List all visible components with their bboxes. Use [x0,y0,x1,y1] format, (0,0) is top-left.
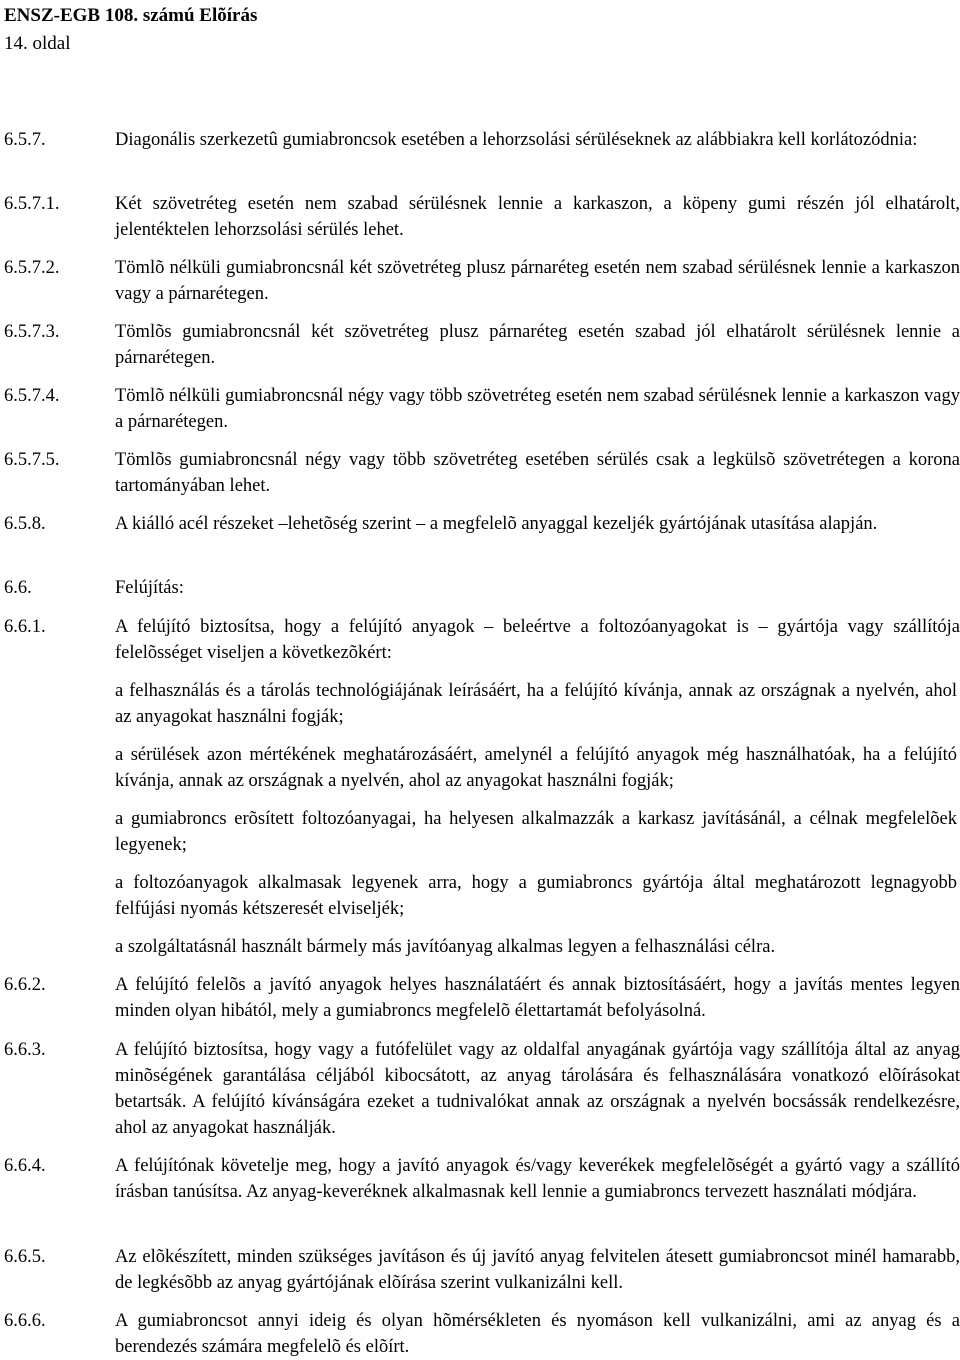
section-number: 6.6.5. [4,1247,46,1267]
section-text: Az elõkészített, minden szükséges javításon és új javító anyag felvitelen átesett gumiabroncsot minél hamarabb, de legkésõbb az anyag gyártójának elõírása szerint vulkanizálni kell. [115,1247,960,1293]
section-text: Tömlõ nélküli gumiabroncsnál négy vagy több szövetréteg esetén nem szabad sérülésnek lennie a karkaszon vagy a párnarétegen. [115,386,960,432]
section-text: A felújító biztosítsa, hogy a felújító anyagok – beleértve a foltozóanyagokat is – gyártója vagy szállítója felelõsséget viseljen a következõkért: [115,617,960,663]
section-text: Diagonális szerkezetû gumiabroncsok esetében a lehorzsolási sérüléseknek az alábbiakra kell korlátozódnia: [115,130,918,150]
section-number: 6.5.7.5. [4,450,60,470]
document-title: ENSZ-EGB 108. számú Elõírás [4,5,258,26]
section-number: 6.6.4. [4,1156,46,1176]
section-number: 6.6.3. [4,1040,46,1060]
section-text: Tömlõ nélküli gumiabroncsnál két szövetréteg plusz párnaréteg esetén nem szabad sérülésnek lennie a karkaszon vagy a párnarétegen. [115,258,960,304]
section-number: 6.5.8. [4,514,46,534]
list-item: a sérülések azon mértékének meghatározásáért, amelynél a felújító anyagok még használhatóak, ha a felújító kívánja, annak az országnak a nyelvén, ahol az anyagokat használni fogják; [115,745,957,791]
page-header [4,2,257,58]
list-item: a foltozóanyagok alkalmasak legyenek arra, hogy a gumiabroncs gyártója által meghatározott legnagyobb felfújási nyomás kétszeresét elviseljék; [115,873,957,919]
section-number: 6.6.1. [4,617,46,637]
section-text: A felújítónak követelje meg, hogy a javító anyagok és/vagy keverékek megfelelõségét a gyártó vagy a szállító írásban tanúsítsa. Az anyag-keveréknek alkalmasnak kell lennie a gumiabroncs tervezett használati módjára. [115,1156,960,1202]
section-number: 6.5.7.2. [4,258,60,278]
section-text: A felújító biztosítsa, hogy vagy a futófelület vagy az oldalfal anyagának gyártója vagy szállítója által az anyag minõségének garantálása céljából kibocsátott, az anyag tárolására és felhasználására vonatkozó elõírásokat betartsák. A felújító kívánságára ezeket a tudnivalókat annak az országnak a nyelvén bocsássák rendelkezésre, ahol az anyagokat használják. [115,1040,960,1138]
section-number: 6.5.7.1. [4,194,60,214]
section-text: Tömlõs gumiabroncsnál két szövetréteg plusz párnaréteg esetén szabad jól elhatárolt sérülésnek lennie a párnarétegen. [115,322,960,368]
list-item: a felhasználás és a tárolás technológiájának leírásáért, ha a felújító kívánja, annak az országnak a nyelvén, ahol az anyagokat használni fogják; [115,681,957,727]
section-text: Tömlõs gumiabroncsnál négy vagy több szövetréteg esetében sérülés csak a legkülsõ szövetrétegen a korona tartományában lehet. [115,450,960,496]
section-number: 6.5.7.4. [4,386,60,406]
section-text: A kiálló acél részeket –lehetõség szerint – a megfelelõ anyaggal kezeljék gyártójának utasítása alapján. [115,514,878,534]
section-number: 6.6. [4,578,32,598]
page-number: 14. oldal [4,33,71,54]
section-number: 6.6.6. [4,1311,46,1331]
list-item: a szolgáltatásnál használt bármely más javítóanyag alkalmas legyen a felhasználási célra. [115,937,776,957]
section-heading: Felújítás: [115,578,184,598]
section-text: A felújító felelõs a javító anyagok helyes használatáért és annak biztosításáért, hogy a javítás mentes legyen minden olyan hibától, mely a gumiabroncs megfelelõ élettartamát befolyásolná. [115,975,960,1021]
section-text: Két szövetréteg esetén nem szabad sérülésnek lennie a karkaszon, a köpeny gumi részén jól elhatárolt, jelentéktelen lehorzsolási sérülés lehet. [115,194,960,240]
list-item: a gumiabroncs erõsített foltozóanyagai, ha helyesen alkalmazzák a karkasz javításánál, a célnak megfelelõek legyenek; [115,809,957,855]
section-number: 6.5.7.3. [4,322,60,342]
section-number: 6.6.2. [4,975,46,995]
section-text: A gumiabroncsot annyi ideig és olyan hõmérsékleten és nyomáson kell vulkanizálni, ami az anyag és a berendezés számára megfelelõ és elõírt. [115,1311,960,1357]
section-number: 6.5.7. [4,130,46,150]
